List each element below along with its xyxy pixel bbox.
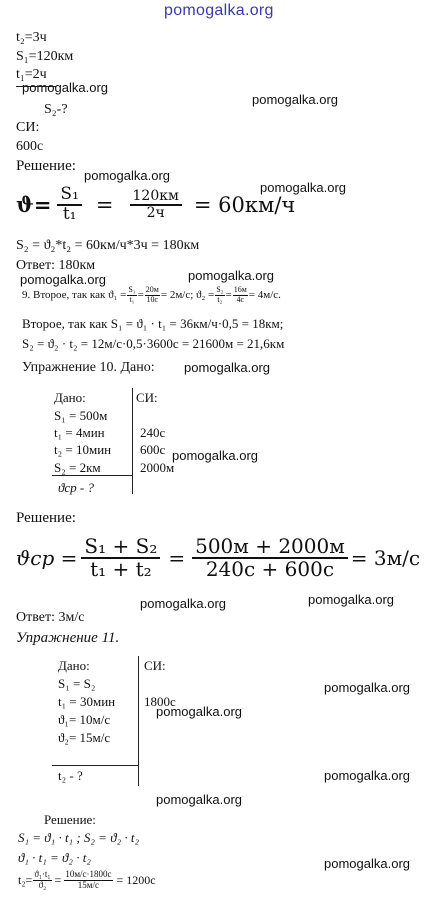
formula-lhs: ϑср = [16,546,78,570]
table-horizontal-line [52,475,132,476]
numerator: S₂ [216,285,224,294]
numerator: 120км [130,189,182,206]
ex11-si-label: СИ: [144,658,166,673]
fraction [130,189,182,220]
watermark: pomogalka.org [184,360,270,375]
formula-result: = 60км/ч [193,192,296,217]
fraction [57,186,81,224]
text: = 4м/с. [248,289,281,302]
task9-line3: S₂ = ϑ₂ · t₂ = 12м/с·0,5·3600с = 21600м = 21,6км [22,336,285,351]
ex11-find: t₂ - ? [58,768,83,783]
s2-calculation: S₂ = ϑ₂*t₂ = 60км/ч*3ч = 180км [16,238,200,253]
text: = [54,872,62,887]
text: t₂= [18,872,33,887]
fraction [64,870,112,891]
watermark: pomogalka.org [252,92,338,107]
watermark: pomogalka.org [84,168,170,183]
watermark: pomogalka.org [324,768,410,783]
text: = [225,289,232,302]
numerator: 16м [233,285,247,294]
answer-1: Ответ: 180км [16,258,96,273]
ex10-solution-label: Решение: [16,510,76,526]
denominator: ϑ₂ [38,879,47,890]
formula-average-speed [16,536,420,580]
si-value: 600с [16,139,44,154]
formula-result: = 3м/с [350,546,421,570]
numerator: ϑ₁·t₁ [34,869,51,879]
watermark: pomogalka.org [308,592,394,607]
watermark: pomogalka.org [156,792,242,807]
watermark: pomogalka.org [20,272,106,287]
watermark: pomogalka.org [22,80,108,95]
find-s2: S₂-? [44,102,68,117]
equals: = [95,192,114,217]
fraction [215,286,224,305]
denominator: 240с + 600с [205,557,335,581]
watermark: pomogalka.org [260,180,346,195]
numerator: S₁ + S₂ [81,536,160,559]
ex10-si-label: СИ: [136,390,158,405]
task9-line2: Второе, так как S₁ = ϑ₁ · t₁ = 36км/ч·0,5 = 18км; [22,316,284,331]
denominator: t₂ [217,294,223,304]
ex11-si-0: 1800с [144,694,176,709]
text: = 1200с [116,872,156,887]
fraction [192,536,348,580]
ex11-title: Упражнение 11. [16,630,120,646]
denominator: 2ч [146,204,165,221]
ex11-eq3 [18,870,156,891]
numerator: 20м [145,285,159,294]
fraction [233,286,248,305]
table-horizontal-line [52,765,138,766]
fraction [33,870,51,891]
ex10-given-3: t₂ = 10мин [54,442,112,457]
fraction [145,286,160,305]
ex11-eq2: ϑ₁ · t₁ = ϑ₂ · t₂ [18,850,91,865]
ex10-title: Упражнение 10. Дано: [22,360,155,375]
ex10-given-4: S₂ = 2км [54,460,101,475]
ex11-given-3: ϑ₁= 10м/с [58,712,111,727]
solution-label: Решение: [16,158,76,174]
denominator: 10с [146,294,159,304]
ex11-given-4: ϑ₂= 15м/с [58,730,111,745]
watermark: pomogalka.org [140,596,226,611]
text: 9. Второе, так как ϑ₁ = [22,289,127,302]
equals: = [168,546,186,570]
table-vertical-line [138,656,139,786]
watermark: pomogalka.org [324,680,410,695]
numerator: 10м/с·1800с [65,869,112,879]
numerator: S₁ [128,285,136,294]
ex10-si-1: 600с [140,442,166,457]
denominator: t₁ + t₂ [90,557,152,581]
given-t2: t₂=3ч [16,30,47,45]
denominator: 15м/с [77,879,99,890]
formula-lhs: ϑ= [16,192,52,218]
table-vertical-line [132,388,133,494]
denominator: 4с [236,294,245,304]
numerator: S₁ [57,186,81,206]
ex11-given-0: Дано: [58,658,90,673]
ex11-eq1: S₁ = ϑ₁ · t₁ ; S₂ = ϑ₂ · t₂ [18,830,139,845]
ex10-given-2: t₁ = 4мин [54,425,105,440]
watermark: pomogalka.org [172,448,258,463]
ex11-given-2: t₁ = 30мин [58,694,116,709]
ex10-si-0: 240с [140,425,166,440]
fraction [127,286,136,305]
task9-line1 [22,286,281,305]
given-s1: S₁=120км [16,49,74,64]
si-label: СИ: [16,120,40,135]
ex10-si-2: 2000м [140,460,175,475]
numerator: 500м + 2000м [192,536,348,559]
ex11-given-1: S₁ = S₂ [58,676,96,691]
denominator: t₁ [129,294,135,304]
formula-speed [16,186,295,224]
site-header[interactable]: pomogalka.org [164,2,274,19]
watermark: pomogalka.org [188,268,274,283]
watermark: pomogalka.org [324,856,410,871]
ex10-given-0: Дано: [54,390,86,405]
ex10-find: ϑср - ? [58,480,94,495]
ex10-answer: Ответ: 3м/с [16,610,85,625]
given-t1: t₁=2ч [16,67,47,82]
ex10-given-1: S₁ = 500м [54,408,108,423]
text: = [137,289,144,302]
denominator: t₁ [62,203,77,224]
fraction [81,536,160,580]
ex11-solution-label: Решение: [44,812,96,827]
text: = 2м/с; ϑ₂ = [160,289,215,302]
watermark: pomogalka.org [156,704,242,719]
